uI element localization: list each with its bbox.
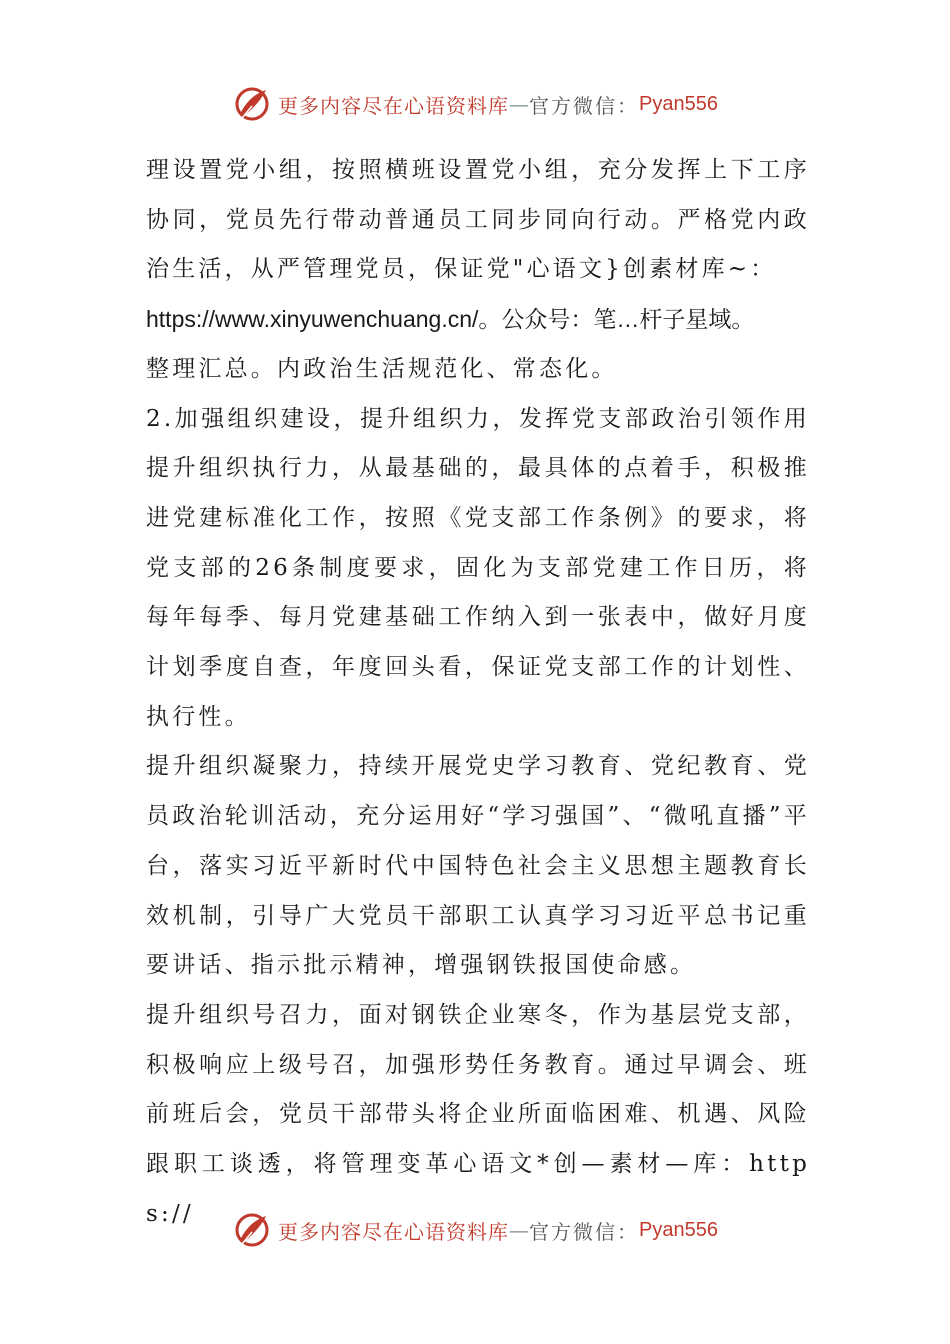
paragraph-summary: 整理汇总。内政治生活规范化、常态化。 <box>146 355 618 382</box>
paragraph-url: https://www.xinyuwenchuang.cn/。公众号：笔…杆子星域。 <box>146 306 755 333</box>
paragraph-1: 理设置党小组，按照横班设置党小组，充分发挥上下工序协同，党员先行带动普通员工同步同向行动。严格党内政治生活，从严管理党员，保证党"心语文}创素材库~： <box>146 157 810 283</box>
paragraph-mobilization: 提升组织号召力，面对钢铁企业寒冬，作为基层党支部，积极响应上级号召，加强形势任务教育。通过早调会、班前班后会，党员干部带头将企业所面临困难、机遇、风险跟职工谈透，将管理变革心语文*创—素材—库：https:// <box>146 1001 810 1227</box>
paragraph-cohesion: 提升组织凝聚力，持续开展党史学习教育、党纪教育、党员政治轮训活动，充分运用好“学习强国”、“微吼直播”平台，落实习近平新时代中国特色社会主义思想主题教育长效机制，引导广大党员干部职工认真学习习近平总书记重要讲话、指示批示精神，增强钢铁报国使命感。 <box>146 753 810 979</box>
document-body <box>146 146 810 1239</box>
footer-banner-wechat-id: Pyan556 <box>639 1218 718 1241</box>
quill-pen-logo-icon <box>232 1210 272 1250</box>
quill-pen-logo-icon <box>232 84 272 124</box>
footer-banner-title: 更多内容尽在心语资料库 <box>278 1219 510 1244</box>
footer-banner-official-label: 官方微信： <box>529 1219 640 1244</box>
header-banner <box>0 82 950 126</box>
paragraph-organization-building: 2.加强组织建设，提升组织力，发挥党支部政治引领作用提升组织执行力，从最基础的，最具体的点着手，积极推进党建标准化工作，按照《党支部工作条例》的要求，将党支部的26条制度要求，固化为支部党建工作日历，将每年每季、每月党建基础工作纳入到一张表中，做好月度计划季度自查，年度回头看，保证党支部工作的计划性、执行性。 <box>146 405 810 730</box>
header-banner-official-label: 官方微信： <box>529 93 640 118</box>
header-banner-wechat-id: Pyan556 <box>639 92 718 115</box>
header-banner-title: 更多内容尽在心语资料库 <box>278 93 510 118</box>
footer-banner-dash: — <box>509 1218 530 1242</box>
footer-banner <box>0 1208 950 1252</box>
header-banner-dash: — <box>509 92 530 116</box>
